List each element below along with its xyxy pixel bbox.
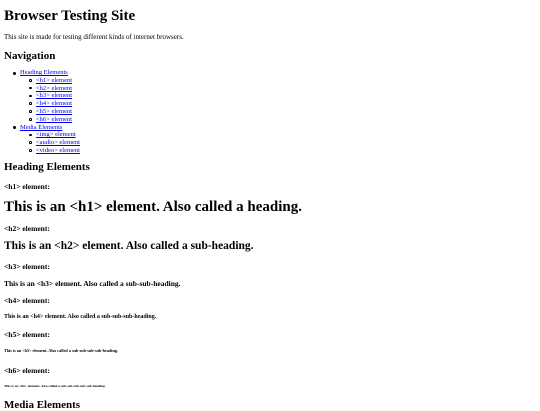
nav-link-heading-elements[interactable]: Heading Elements bbox=[20, 69, 68, 76]
navigation-heading: Navigation bbox=[4, 50, 56, 62]
h2-label: <h2> element: bbox=[4, 224, 50, 233]
site-title: Browser Testing Site bbox=[4, 8, 136, 24]
navigation-list bbox=[12, 69, 80, 155]
nav-item-video bbox=[20, 147, 80, 155]
nav-item-h4 bbox=[20, 100, 80, 108]
h1-label: <h1> element: bbox=[4, 182, 50, 191]
nav-item-h2 bbox=[20, 85, 80, 93]
nav-item-h1 bbox=[20, 77, 80, 85]
h4-label: <h4> element: bbox=[4, 296, 50, 305]
h2-demo-heading: This is an <h2> element. Also called a sub-heading. bbox=[4, 240, 254, 252]
nav-link-h1[interactable]: <h1> element bbox=[36, 76, 73, 84]
nav-item-img bbox=[20, 131, 80, 139]
nav-item-h6 bbox=[20, 116, 80, 124]
h6-demo-heading: This is an <h6> element. Also called a sub-sub-sub-sub-sub-heading. bbox=[4, 384, 106, 388]
nav-sublist-media bbox=[20, 131, 80, 154]
media-elements-title: Media Elements bbox=[4, 399, 81, 411]
h1-demo-heading: This is an <h1> element. Also called a heading. bbox=[4, 199, 302, 215]
h5-demo-heading: This is an <h5> element. Also called a sub-sub-sub-sub-heading. bbox=[4, 348, 118, 353]
nav-link-h2[interactable]: <h2> element bbox=[36, 84, 73, 92]
nav-link-img[interactable]: <img> element bbox=[36, 131, 76, 139]
site-description: This site is made for testing different kinds of internet browsers. bbox=[4, 33, 184, 41]
nav-link-video[interactable]: <video> element bbox=[36, 146, 80, 154]
nav-group-heading-elements bbox=[12, 69, 80, 124]
h6-label: <h6> element: bbox=[4, 366, 50, 375]
nav-group-media-elements bbox=[12, 124, 80, 155]
nav-link-h6[interactable]: <h6> element bbox=[36, 115, 73, 123]
nav-item-h5 bbox=[20, 108, 80, 116]
nav-link-h5[interactable]: <h5> element bbox=[36, 107, 73, 115]
heading-elements-title: Heading Elements bbox=[4, 161, 90, 173]
nav-item-audio bbox=[20, 139, 80, 147]
nav-sublist-headings bbox=[20, 77, 80, 124]
nav-link-media-elements[interactable]: Media Elements bbox=[20, 123, 63, 131]
h4-demo-heading: This is an <h4> element. Also called a sub-sub-sub-heading. bbox=[4, 314, 157, 320]
nav-link-h4[interactable]: <h4> element bbox=[36, 100, 73, 108]
h3-demo-heading: This is an <h3> element. Also called a sub-sub-heading. bbox=[4, 279, 181, 288]
nav-item-h3 bbox=[20, 92, 80, 100]
h3-label: <h3> element: bbox=[4, 262, 50, 271]
h5-label: <h5> element: bbox=[4, 330, 50, 339]
nav-link-h3[interactable]: <h3> element bbox=[36, 92, 73, 100]
nav-link-audio[interactable]: <audio> element bbox=[36, 139, 80, 147]
